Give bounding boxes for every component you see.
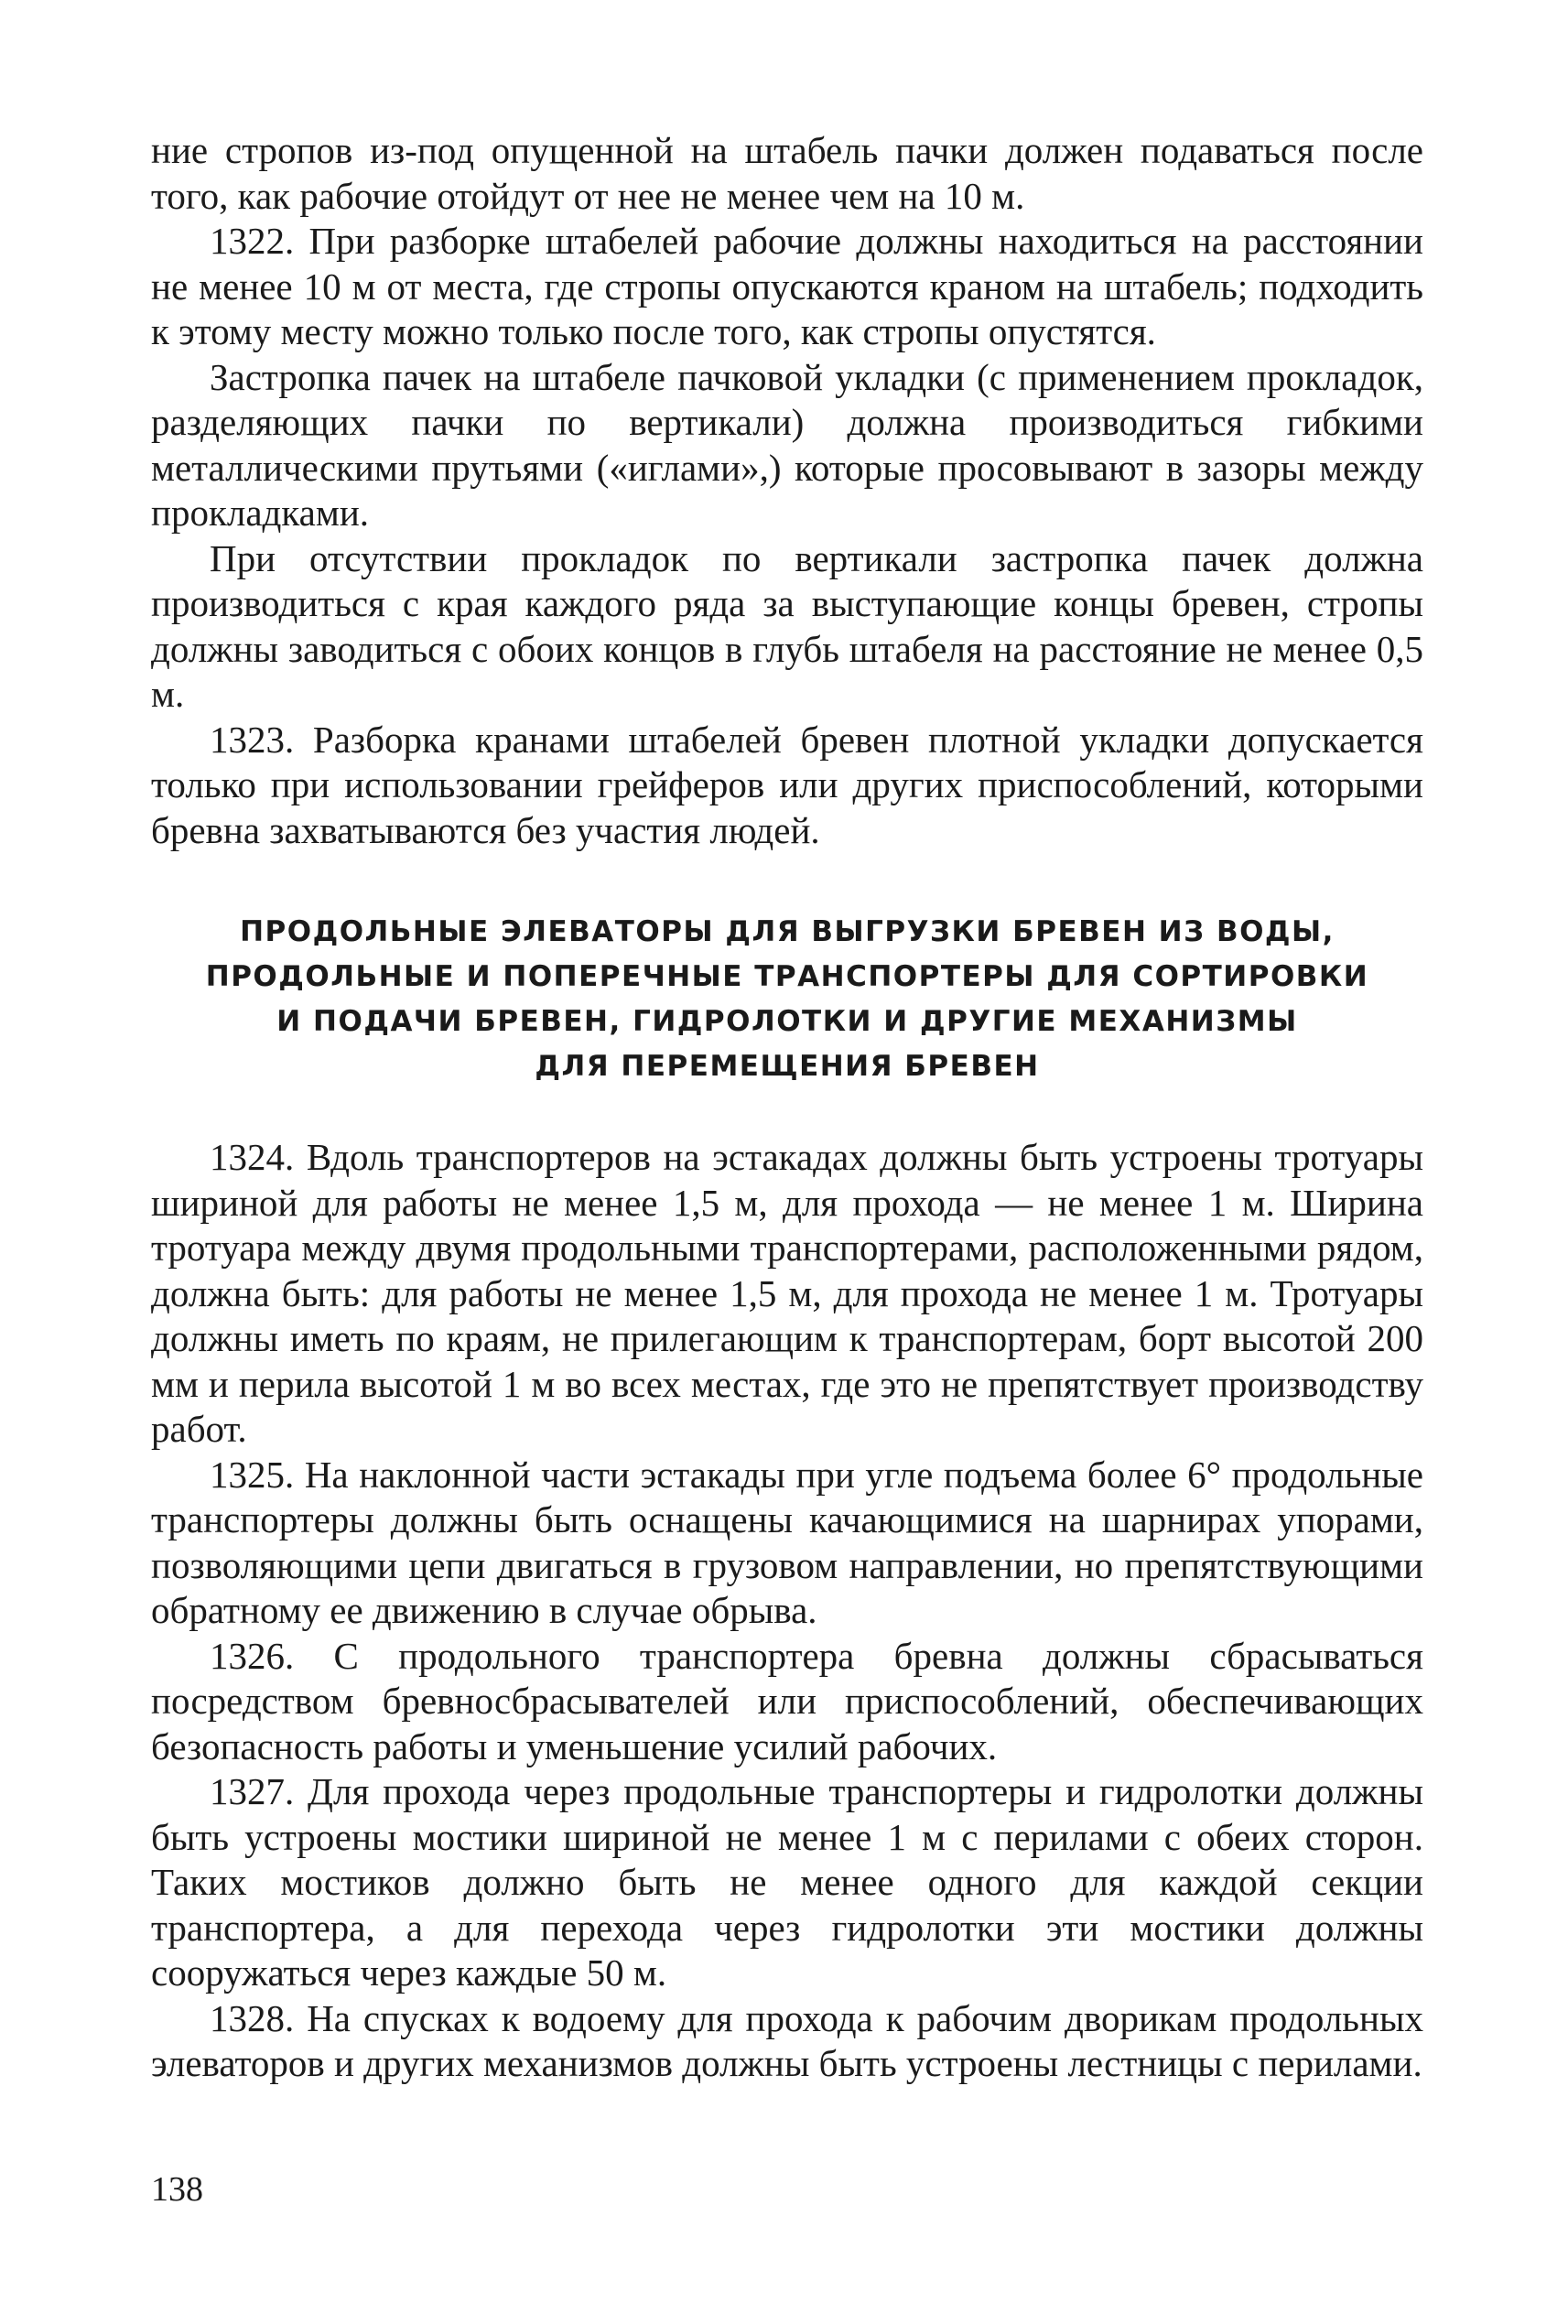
paragraph-1322-slinging: Застропка пачек на штабеле пачковой укладки (с применением прокладок, разделяющих пачки по вертикали) должна производиться гибкими металлическими прутьями («иглами»,) которые просовывают в зазоры между прокладками. bbox=[151, 355, 1423, 534]
paragraph-1323: 1323. Разборка кранами штабелей бревен плотной укладки допускается только при использовании грейферов или других приспособлений, которыми бревна захватываются без участия людей. bbox=[151, 718, 1423, 851]
paragraph-1327: 1327. Для прохода через продольные транспортеры и гидролотки должны быть устроены мостики шириной не менее 1 м с перилами с обеих сторон. Таких мостиков должно быть не менее одного для каждой секции транспортера, а для перехода через гидролотки эти мостики должны сооружаться через каждые 50 м. bbox=[151, 1770, 1423, 1994]
section-heading-line: ДЛЯ ПЕРЕМЕЩЕНИЯ БРЕВЕН bbox=[535, 1050, 1040, 1083]
paragraph-continuation: ние стропов из-под опущенной на штабель пачки должен подаваться после того, как рабочие отойдут от нее не менее чем на 10 м. bbox=[151, 129, 1423, 217]
paragraph-1325: 1325. На наклонной части эстакады при угле подъема более 6° продольные транспортеры должны быть оснащены качающимися на шарнирах упорами, позволяющими цепи двигаться в грузовом направлении, но препятствующими обратному ее движению в случае обрыва. bbox=[151, 1453, 1423, 1631]
section-heading bbox=[151, 910, 1423, 1089]
paragraph-1328: 1328. На спусках к водоему для прохода к рабочим дворикам продольных элеваторов и других механизмов должны быть устроены лестницы с перилами. bbox=[151, 1996, 1423, 2084]
section-heading-line: И ПОДАЧИ БРЕВЕН, ГИДРОЛОТКИ И ДРУГИЕ МЕХАНИЗМЫ bbox=[276, 1005, 1298, 1038]
paragraph-1322: 1322. При разборке штабелей рабочие должны находиться на расстоянии не менее 10 м от места, где стропы опускаются краном на штабель; подходить к этому месту можно только после того, как стропы опустятся. bbox=[151, 220, 1423, 352]
top-text-block bbox=[151, 128, 1423, 853]
paragraph-1324: 1324. Вдоль транспортеров на эстакадах должны быть устроены тротуары шириной для работы не менее 1,5 м, для прохода — не менее 1 м. Ширина тротуара между двумя продольными транспортерами, расположенными рядом, должна быть: для работы не менее 1,5 м, для прохода не менее 1 м. Тротуары должны иметь по краям, не прилегающим к транспортерам, борт высотой 200 мм и перила высотой 1 м во всех местах, где это не препятствует производству работ. bbox=[151, 1136, 1423, 1450]
section-heading-line: ПРОДОЛЬНЫЕ И ПОПЕРЕЧНЫЕ ТРАНСПОРТЕРЫ ДЛЯ СОРТИРОВКИ bbox=[205, 960, 1369, 993]
paragraph-1326: 1326. С продольного транспортера бревна должны сбрасываться посредством бревносбрасывателей или приспособлений, обеспечивающих безопасность работы и уменьшение усилий рабочих. bbox=[151, 1634, 1423, 1767]
section-heading-line: ПРОДОЛЬНЫЕ ЭЛЕВАТОРЫ ДЛЯ ВЫГРУЗКИ БРЕВЕН ИЗ ВОДЫ, bbox=[240, 915, 1335, 948]
bottom-text-block bbox=[151, 1135, 1423, 2087]
page-number: 138 bbox=[151, 2170, 203, 2209]
paragraph-1322-no-spacers: При отсутствии прокладок по вертикали застропка пачек должна производиться с края каждого ряда за выступающие концы бревен, стропы должны заводиться с обоих концов в глубь штабеля на расстояние не менее 0,5 м. bbox=[151, 536, 1423, 715]
